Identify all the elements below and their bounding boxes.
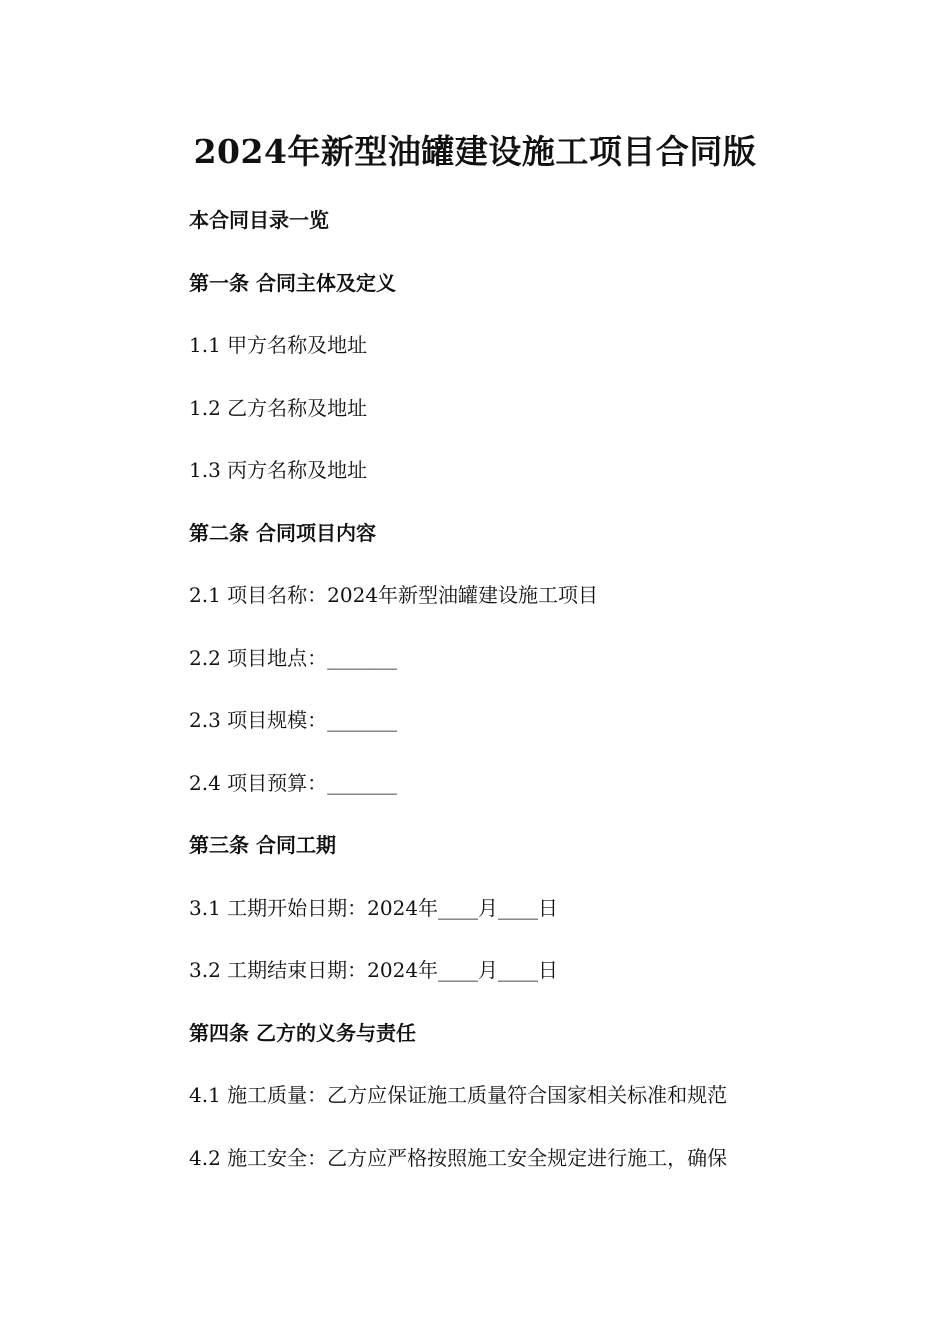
clause-4-2: 4.2 施工安全：乙方应严格按照施工安全规定进行施工，确保 [189, 1145, 728, 1170]
article-heading-4: 第四条 乙方的义务与责任 [189, 1020, 416, 1045]
clause-3-1: 3.1 工期开始日期：2024年____月____日 [189, 895, 559, 920]
clause-1-1: 1.1 甲方名称及地址 [189, 333, 368, 357]
clause-1-2: 1.2 乙方名称及地址 [189, 395, 368, 420]
clause-1-3: 1.3 丙方名称及地址 [189, 458, 368, 482]
document-body [189, 196, 889, 1196]
clause-3-2: 3.2 工期结束日期：2024年____月____日 [189, 958, 559, 982]
clause-2-1: 2.1 项目名称：2024年新型油罐建设施工项目 [189, 583, 599, 607]
article-heading-1: 第一条 合同主体及定义 [189, 270, 396, 295]
clause-2-2: 2.2 项目地点：_______ [189, 645, 398, 670]
clause-4-1: 4.1 施工质量：乙方应保证施工质量符合国家相关标准和规范 [189, 1083, 728, 1107]
article-heading-3: 第三条 合同工期 [189, 833, 336, 857]
article-heading-2: 第二条 合同项目内容 [189, 520, 376, 545]
clause-2-4: 2.4 项目预算：_______ [189, 770, 398, 795]
toc-heading: 本合同目录一览 [189, 208, 329, 232]
document-title: 2024年新型油罐建设施工项目合同版 [193, 132, 757, 171]
clause-2-3: 2.3 项目规模：_______ [189, 708, 398, 732]
